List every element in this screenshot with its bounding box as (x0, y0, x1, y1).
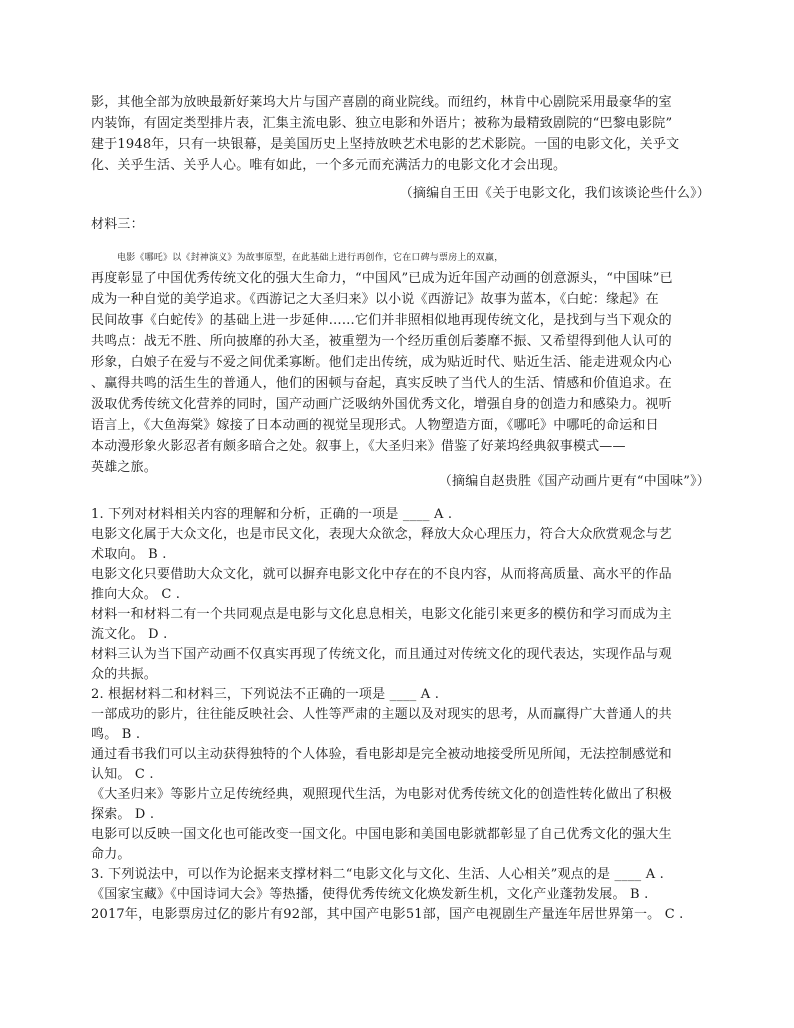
question-line: 《大圣归来》等影片立足传统经典，观照现代生活，为电影对优秀传统文化的创造性转化做出了积极 (91, 787, 672, 802)
passage-line: 影，其他全部为放映最新好莱坞大片与国产喜剧的商业院线。而纽约，林肯中心剧院采用最豪华的室 (91, 95, 672, 110)
material-3-line: 再度彰显了中国优秀传统文化的强大生命力，“中国风”已成为近年国产动画的创意源头，“中国味”已 (91, 271, 673, 286)
source-citation-3: （摘编自赵贵胜《国产动画片更有“中国味”》） (438, 474, 710, 489)
question-line: 2017年，电影票房过亿的影片有92部，其中国产电影51部，国产电视剧生产量连年居世界第一。 C . (91, 907, 684, 922)
question-line: 鸣。 B . (91, 727, 141, 742)
material-3-line: 电影《哪吒》以《封神演义》为故事原型，在此基础上进行再创作，它在口碑与票房上的双赢， (117, 253, 504, 263)
passage-line: 化、关乎生活、关乎人心。唯有如此，一个多元而充满活力的电影文化才会出现。 (91, 158, 567, 173)
question-line: 1. 下列对材料相关内容的理解和分析，正确的一项是 ____ A . (91, 507, 453, 522)
question-line: 3. 下列说法中，可以作为论据来支撑材料二“电影文化与文化、生活、人心相关”观点的是 ____ A . (91, 867, 664, 882)
question-line: 流文化。 D . (91, 627, 168, 642)
question-line: 通过看书我们可以主动获得独特的个人体验，看电影却是完全被动地接受所见所闻，无法控制感觉和 (91, 747, 672, 762)
passage-line: 建于1948年，只有一块银幕，是美国历史上坚持放映艺术电影的艺术影院。一国的电影文化，关乎文 (91, 137, 680, 152)
question-line: 认知。 C . (91, 767, 154, 782)
question-line: 电影可以反映一国文化也可能改变一国文化。中国电影和美国电影就都彰显了自己优秀文化的强大生 (91, 827, 672, 842)
material-3-line: 本动漫形象火影忍者有颇多暗合之处。叙事上，《大圣归来》借鉴了好莱坞经典叙事模式—— (91, 439, 626, 454)
passage-line: 内装饰，有固定类型排片表，汇集主流电影、独立电影和外语片；被称为最精致剧院的“巴黎电影院” (91, 116, 673, 131)
material-3-line: 民间故事《白蛇传》的基础上进一步延伸……它们并非照相似地再现传统文化，是找到与当下观众的 (91, 313, 672, 328)
question-line: 《国家宝藏》《中国诗词大会》等热播，使得优秀传统文化焕发新生机，文化产业蓬勃发展。 B . (91, 887, 649, 902)
material-3-line: 汲取优秀传统文化营养的同时，国产动画广泛吸纳外国优秀文化，增强自身的创造力和感染力。视听 (91, 397, 672, 412)
question-line: 命力。 (91, 847, 131, 862)
material-3-heading: 材料三： (91, 217, 144, 232)
material-3-line: 共鸣点：战无不胜、所向披靡的孙大圣，被重塑为一个经历重创后萎靡不振、又希望得到他人认可的 (91, 334, 672, 349)
question-line: 推向大众。 C . (91, 587, 181, 602)
question-line: 电影文化只要借助大众文化，就可以摒弃电影文化中存在的不良内容，从而将高质量、高水平的作品 (91, 567, 672, 582)
material-3-line: 成为一种自觉的美学追求。《西游记之大圣归来》以小说《西游记》故事为蓝本，《白蛇：缘起》在 (91, 292, 659, 307)
material-3-line: 语言上，《大鱼海棠》嫁接了日本动画的视觉呈现形式。人物塑造方面，《哪吒》中哪吒的命运和日 (91, 418, 659, 433)
question-line: 众的共振。 (91, 667, 158, 682)
material-3-line: 形象，白娘子在爱与不爱之间优柔寡断。他们走出传统，成为贴近时代、贴近生活、能走进观众内心 (91, 355, 672, 370)
material-3-line: 、赢得共鸣的活生生的普通人，他们的困顿与奋起，真实反映了当代人的生活、情感和价值追求。在 (91, 376, 672, 391)
question-line: 电影文化属于大众文化，也是市民文化，表现大众欲念，释放大众心理压力，符合大众欣赏观念与艺 (91, 527, 672, 542)
source-citation-2: （摘编自王田《关于电影文化，我们该谈论些什么》） (399, 186, 710, 201)
question-line: 材料三认为当下国产动画不仅真实再现了传统文化，而且通过对传统文化的现代表达，实现作品与观 (91, 647, 672, 662)
question-line: 术取向。 B . (91, 547, 167, 562)
question-line: 材料一和材料二有一个共同观点是电影与文化息息相关，电影文化能引来更多的模仿和学习而成为主 (91, 607, 672, 622)
question-line: 一部成功的影片，往往能反映社会、人性等严肃的主题以及对现实的思考，从而赢得广大普通人的共 (91, 707, 672, 722)
material-3-line: 英雄之旅。 (91, 460, 158, 475)
question-line: 2. 根据材料二和材料三，下列说法不正确的一项是 ____ A . (91, 687, 440, 702)
question-line: 探索。 D . (91, 807, 155, 822)
